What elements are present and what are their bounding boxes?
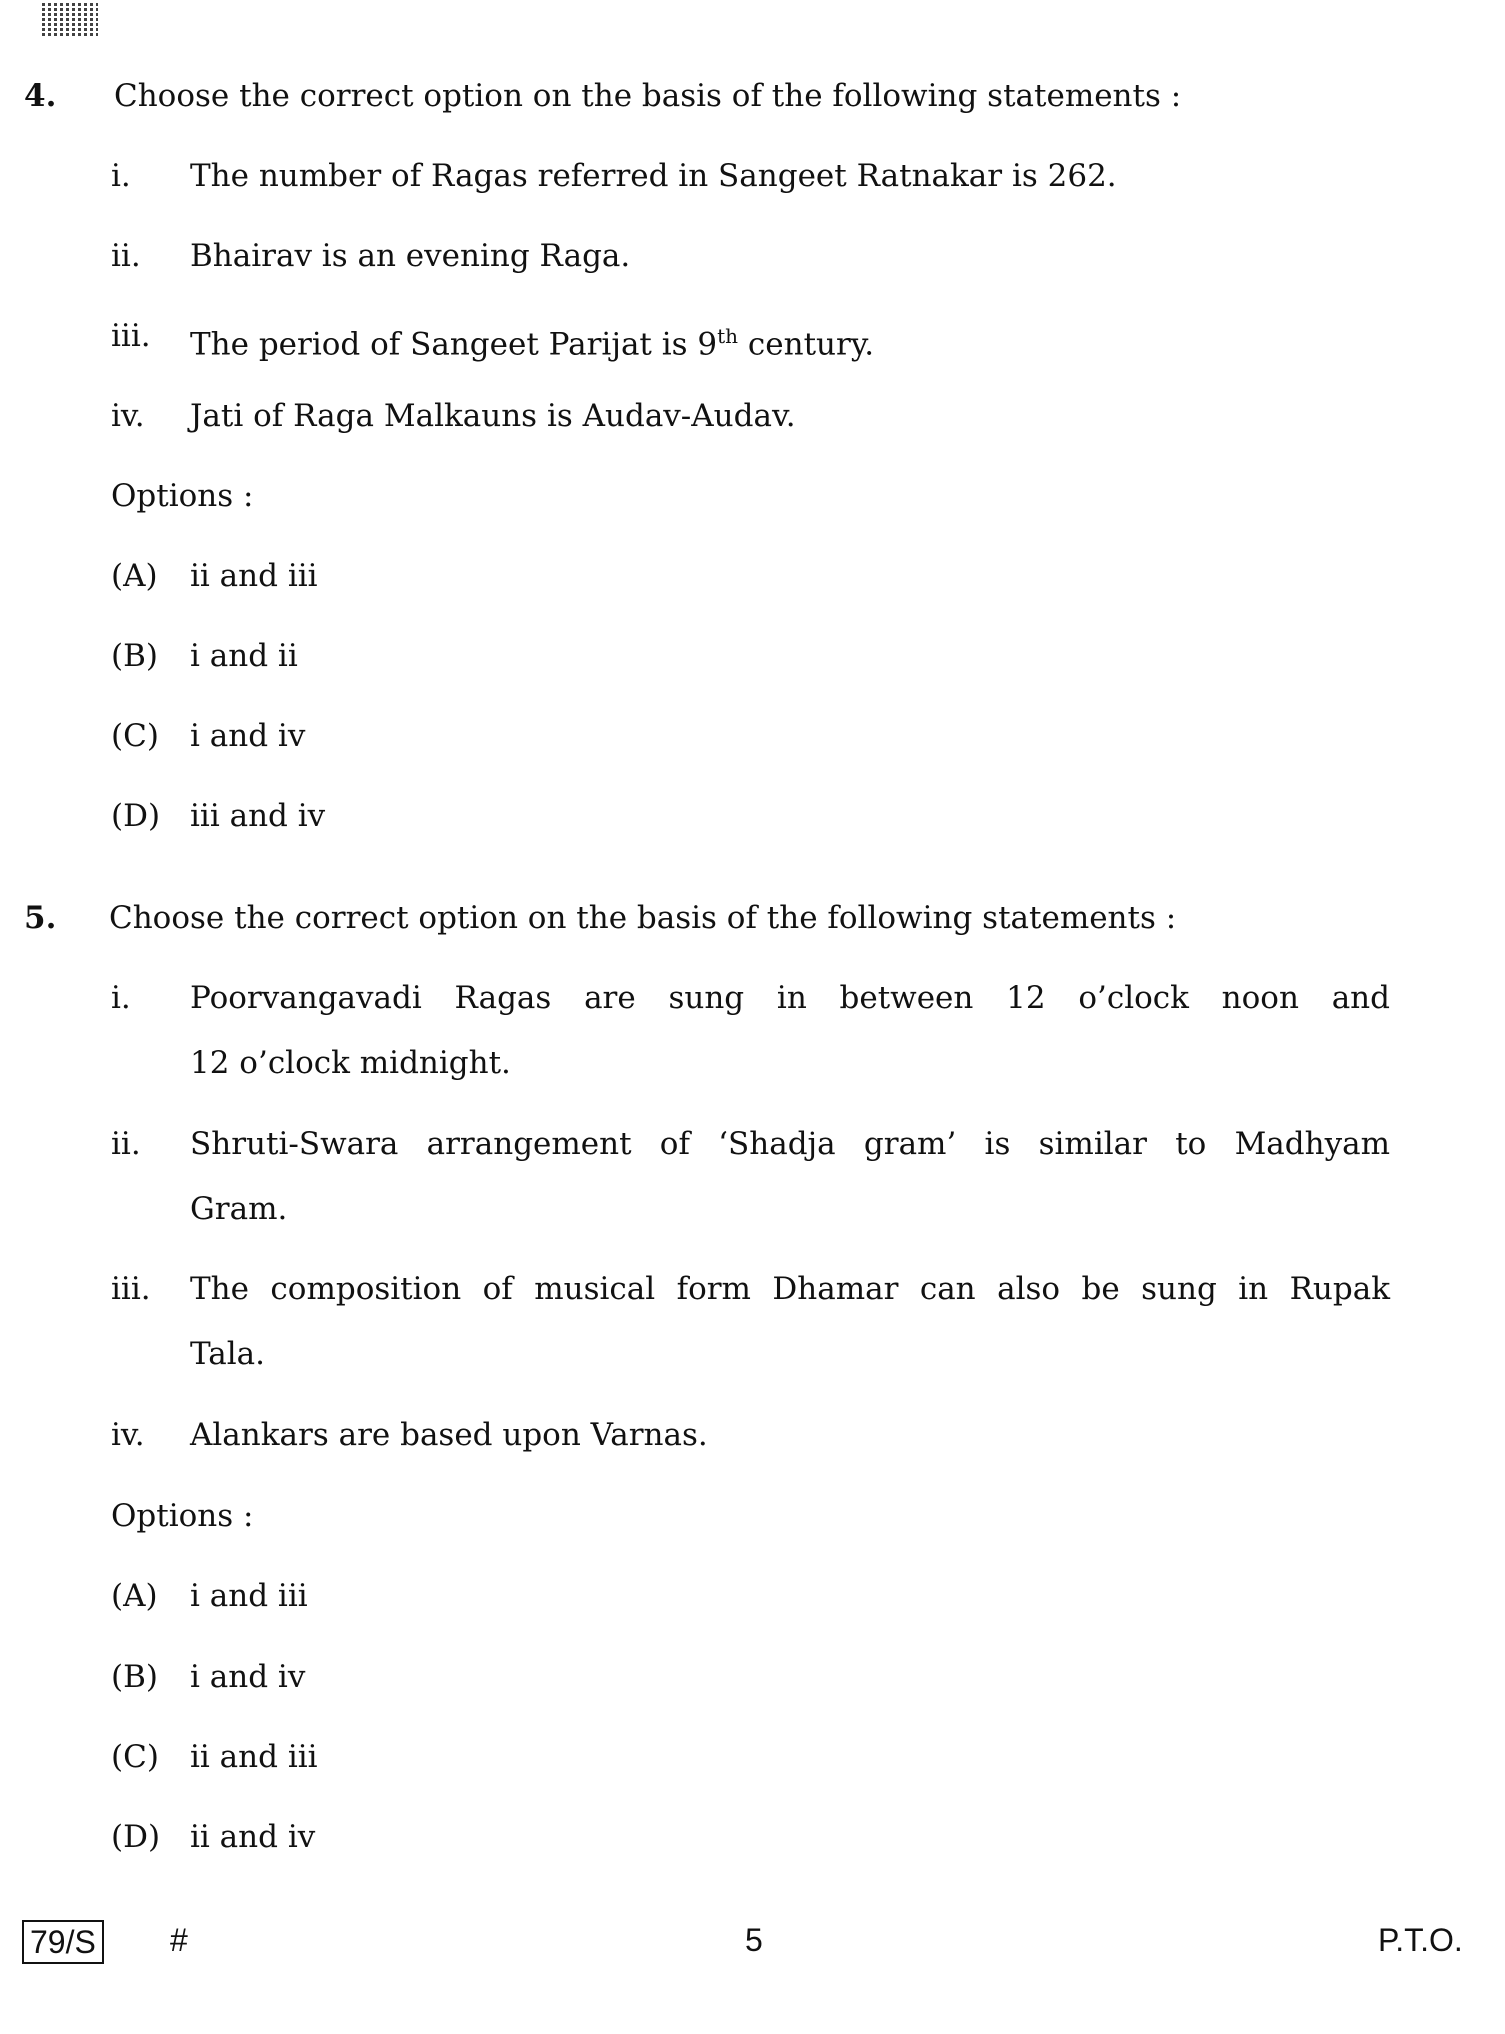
paper-code: 79/S	[22, 1920, 104, 1964]
pto-label: P.T.O.	[1378, 1922, 1463, 1958]
question-prompt: Choose the correct option on the basis of the following statements :	[109, 900, 1177, 936]
hash-mark: #	[170, 1922, 188, 1958]
page-number: 5	[745, 1922, 763, 1958]
statement-text-rest: century.	[738, 326, 875, 363]
options-label: Options :	[111, 478, 254, 514]
option-text: ii and iv	[190, 1819, 316, 1855]
statement-label: ii.	[111, 238, 141, 274]
option-label: (A)	[111, 558, 158, 594]
option-label: (D)	[111, 798, 161, 834]
option-text: i and iv	[190, 718, 306, 754]
statement-text: The composition of musical form Dhamar can also be sung in Rupak	[190, 1271, 1390, 1307]
option-text: ii and iii	[190, 1739, 318, 1775]
statement-text: Poorvangavadi Ragas are sung in between 12 o’clock noon and	[190, 980, 1390, 1016]
statement-text: Jati of Raga Malkauns is Audav-Audav.	[190, 398, 796, 434]
statement-text: The number of Ragas referred in Sangeet Ratnakar is 262.	[190, 158, 1117, 194]
statement-text: Shruti-Swara arrangement of ‘Shadja gram’ is similar to Madhyam	[190, 1126, 1390, 1162]
option-label: (D)	[111, 1819, 161, 1855]
statement-text-main: The period of Sangeet Parijat is 9	[190, 326, 718, 363]
option-text: i and ii	[190, 638, 298, 674]
statement-text: Bhairav is an evening Raga.	[190, 238, 631, 274]
option-label: (B)	[111, 1659, 158, 1695]
option-label: (B)	[111, 638, 158, 674]
statement-label: ii.	[111, 1126, 141, 1162]
option-label: (A)	[111, 1578, 158, 1614]
statement-text-continued: Tala.	[190, 1336, 266, 1372]
options-label: Options :	[111, 1498, 254, 1534]
statement-label: iv.	[111, 398, 145, 434]
qr-code	[42, 2, 98, 36]
statement-text-continued: 12 o’clock midnight.	[190, 1045, 511, 1081]
option-label: (C)	[111, 718, 159, 754]
option-text: ii and iii	[190, 558, 318, 594]
statement-label: iii.	[111, 1271, 151, 1307]
option-text: i and iii	[190, 1578, 308, 1614]
option-label: (C)	[111, 1739, 159, 1775]
statement-label: iii.	[111, 318, 151, 354]
statement-text	[190, 316, 874, 364]
question-number: 5.	[24, 900, 57, 936]
option-text: i and iv	[190, 1659, 306, 1695]
question-prompt: Choose the correct option on the basis of the following statements :	[114, 78, 1182, 114]
statement-text: Alankars are based upon Varnas.	[190, 1417, 708, 1453]
statement-label: i.	[111, 980, 131, 1016]
option-text: iii and iv	[190, 798, 326, 834]
statement-label: i.	[111, 158, 131, 194]
question-number: 4.	[24, 78, 57, 114]
statement-label: iv.	[111, 1417, 145, 1453]
statement-text-continued: Gram.	[190, 1191, 288, 1227]
superscript: th	[717, 324, 739, 348]
